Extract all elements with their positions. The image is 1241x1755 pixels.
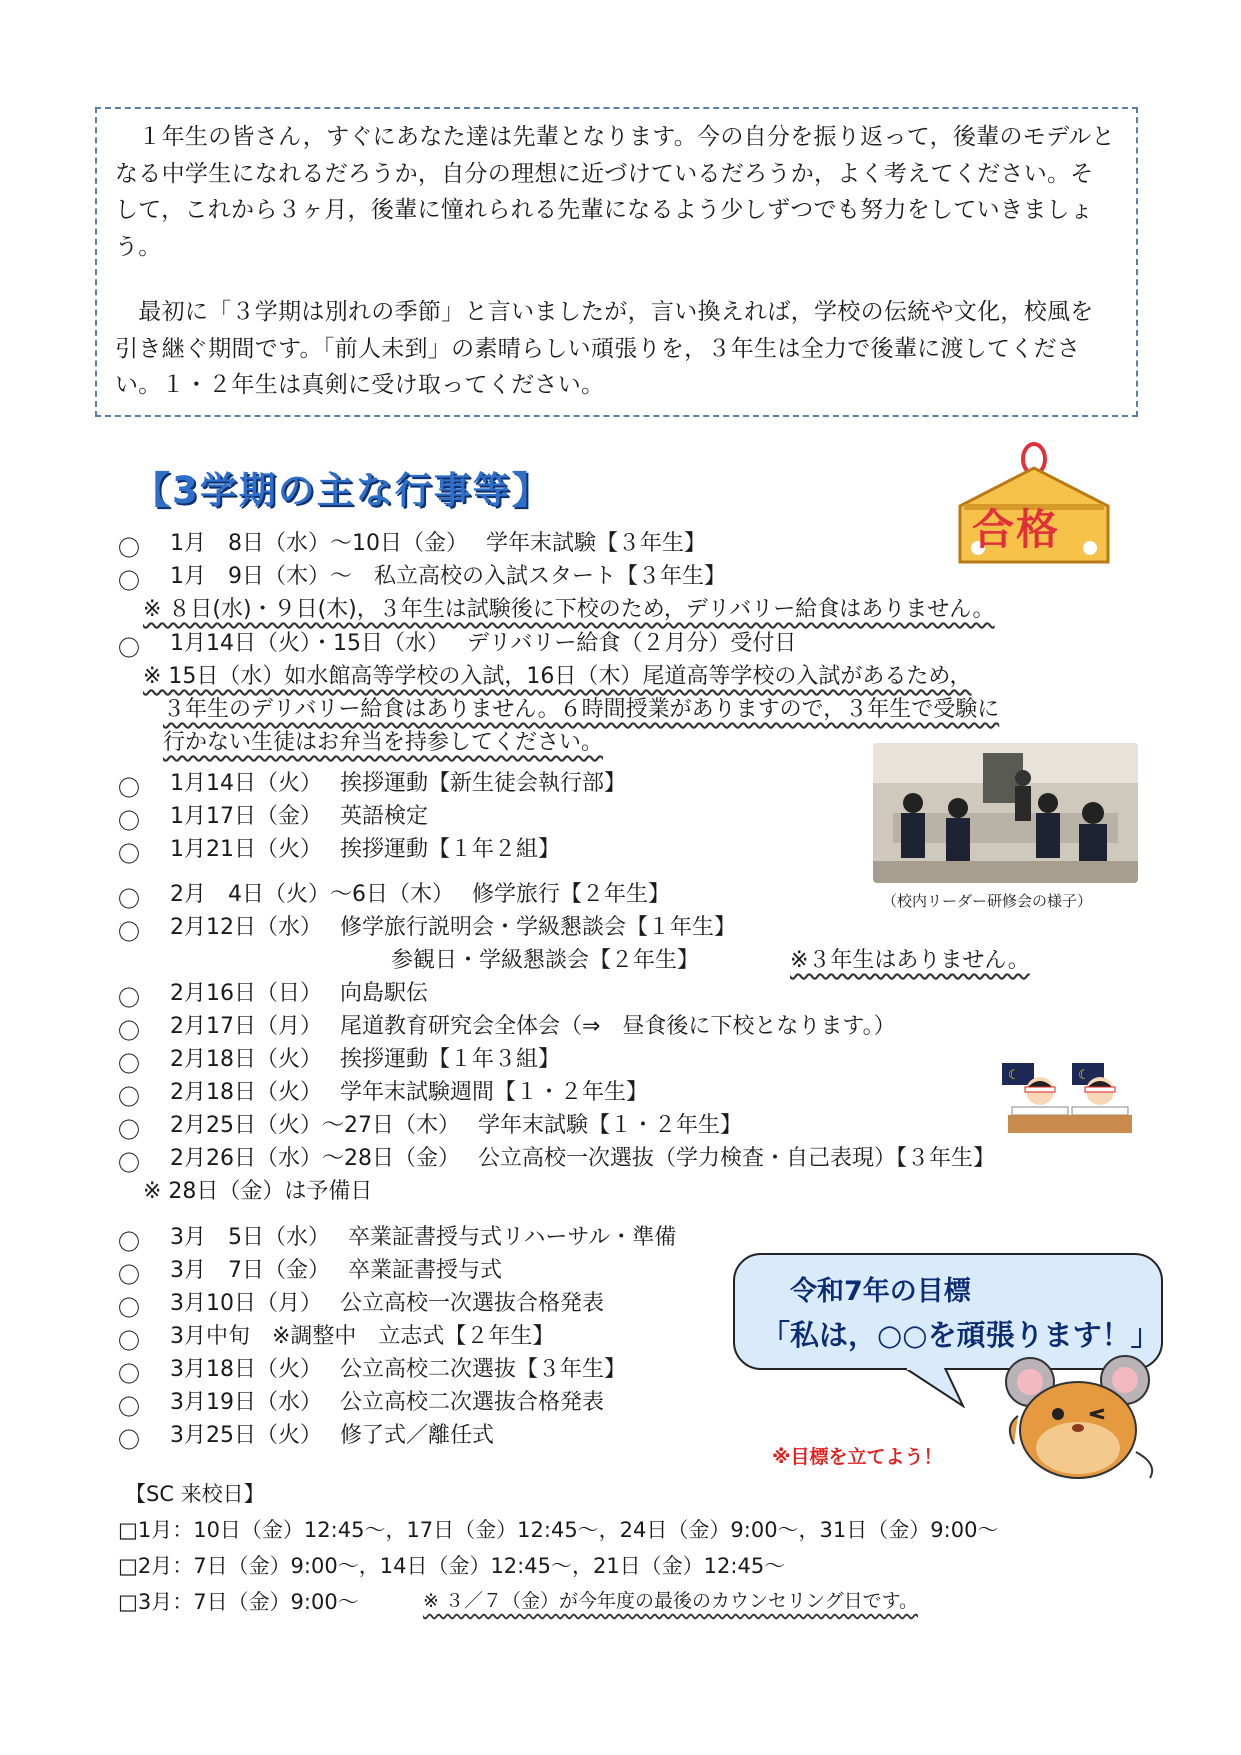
event-item: 2月25日（火）～27日（木） 学年末試験【１・２年生】 — [170, 1113, 742, 1138]
event-item: 2月18日（火） 挨拶運動【１年３組】 — [170, 1047, 560, 1072]
sc-march: □3月：7日（金）9:00～ — [118, 1590, 359, 1614]
intro-paragraph-2: 最初に「３学期は別れの季節」と言いましたが，言い換えれば，学校の伝統や文化，校風を引き継ぐ期間です。「前人未到」の素晴らしい頑張りを，３年生は全力で後輩に渡してください。１・２年生は真剣に受け取ってください。 — [115, 299, 1094, 398]
intro-paragraph-1: １年生の皆さん，すぐにあなた達は先輩となります。今の自分を振り返って，後輩のモデルとなる中学生になれるだろうか，自分の理想に近づけているだろうか，よく考えてください。そして，これから３ヶ月，後輩に憧れられる先輩になるよう少しずつでも努力をしていきましょう。 — [115, 124, 1115, 260]
goal-reminder-text: ※目標を立てよう！ — [772, 1446, 943, 1468]
event-item: 1月21日（火） 挨拶運動【１年２組】 — [170, 837, 560, 862]
event-item: 2月17日（月） 尾道教育研究会全体会（⇒ 昼食後に下校となります。） — [170, 1014, 896, 1039]
note-text: ３年生のデリバリー給食はありません。６時間授業がありますので，３年生で受験に — [163, 697, 1000, 722]
bullet: 〇 — [118, 1396, 141, 1421]
event-item: 2月18日（火） 学年末試験週間【１・２年生】 — [170, 1080, 648, 1105]
bullet: 〇 — [118, 1020, 141, 1045]
events-heading: 【3学期の主な行事等】 — [133, 469, 551, 512]
note-text: ※ ８日(水)・９日(木)，３年生は試験後に下校のため，デリバリー給食はありません。 — [143, 597, 995, 622]
event-item: 1月14日（火）・15日（水） デリバリー給食（２月分）受付日 — [170, 631, 797, 656]
bullet: 〇 — [118, 1297, 141, 1322]
event-item: 1月 9日（木）～ 私立高校の入試スタート【３年生】 — [170, 564, 726, 589]
note-text: ※ 28日（金）は予備日 — [143, 1179, 373, 1204]
event-item: 3月25日（火） 修了式／離任式 — [170, 1423, 494, 1448]
bullet: 〇 — [118, 537, 141, 562]
event-subitem: 参観日・学級懇談会【２年生】 — [391, 948, 700, 973]
intro-box — [95, 107, 1138, 417]
ema-text: 合格 — [972, 505, 1061, 554]
note-text: 行かない生徒はお弁当を持参してください。 — [163, 730, 604, 755]
sc-march-note: ※ ３／７（金）が今年度の最後のカウンセリング日です。 — [423, 1590, 919, 1612]
event-item: 2月12日（水） 修学旅行説明会・学級懇談会【１年生】 — [170, 915, 736, 940]
event-item: 3月中旬 ※調整中 立志式【２年生】 — [170, 1324, 555, 1349]
bubble-main-text: 「私は，○○を頑張ります！」 — [761, 1318, 1160, 1352]
note-text: ※ 15日（水）如水館高等学校の入試，16日（木）尾道高等学校の入試があるため， — [143, 664, 972, 689]
bullet: 〇 — [118, 570, 141, 595]
bullet: 〇 — [118, 1086, 141, 1111]
event-item: 3月 7日（金） 卒業証書授与式 — [170, 1258, 502, 1283]
bullet: 〇 — [118, 1152, 141, 1177]
bullet: 〇 — [118, 810, 141, 835]
sc-january: □1月：10日（金）12:45～，17日（金）12:45～，24日（金）9:00～，31日（金）9:00～ — [118, 1518, 999, 1542]
event-item: 3月10日（月） 公立高校一次選抜合格発表 — [170, 1291, 604, 1316]
event-item: 1月14日（火） 挨拶運動【新生徒会執行部】 — [170, 771, 626, 796]
bubble-tail — [905, 1368, 965, 1408]
bullet: 〇 — [118, 1429, 141, 1454]
event-item: 3月18日（火） 公立高校二次選抜【３年生】 — [170, 1357, 626, 1382]
event-item: 1月17日（金） 英語検定 — [170, 804, 428, 829]
event-item: 1月 8日（水）～10日（金） 学年末試験【３年生】 — [170, 531, 706, 556]
bubble-title: 令和7年の目標 — [790, 1276, 971, 1307]
note-text: ※３年生はありません。 — [790, 948, 1030, 973]
event-item: 2月 4日（火）～6日（木） 修学旅行【２年生】 — [170, 882, 670, 907]
studying-students-icon — [1000, 1063, 1135, 1135]
bullet: 〇 — [118, 1363, 141, 1388]
bullet: 〇 — [118, 843, 141, 868]
sc-february: □2月：7日（金）9:00～，14日（金）12:45～，21日（金）12:45～ — [118, 1554, 786, 1578]
bullet: 〇 — [118, 921, 141, 946]
mouse-mascot-icon — [1000, 1352, 1160, 1484]
bullet: 〇 — [118, 777, 141, 802]
event-item: 3月 5日（水） 卒業証書授与式リハーサル・準備 — [170, 1225, 677, 1250]
bullet: 〇 — [118, 637, 141, 662]
bullet: 〇 — [118, 1330, 141, 1355]
bullet: 〇 — [118, 1264, 141, 1289]
bullet: 〇 — [118, 987, 141, 1012]
sc-title: 【SC 来校日】 — [125, 1482, 265, 1506]
event-item: 3月19日（水） 公立高校二次選抜合格発表 — [170, 1390, 604, 1415]
svg-text:☾: ☾ — [1008, 1068, 1020, 1083]
bullet: 〇 — [118, 888, 141, 913]
event-item: 2月26日（水）～28日（金） 公立高校一次選抜（学力検査・自己表現）【３年生】 — [170, 1146, 995, 1171]
event-item: 2月16日（日） 向島駅伝 — [170, 981, 428, 1006]
svg-text:☾: ☾ — [1078, 1068, 1090, 1083]
bullet: 〇 — [118, 1119, 141, 1144]
leader-training-photo — [873, 743, 1138, 883]
bullet: 〇 — [118, 1231, 141, 1256]
bullet: 〇 — [118, 1053, 141, 1078]
photo-caption: （校内リーダー研修会の様子） — [882, 892, 1093, 910]
